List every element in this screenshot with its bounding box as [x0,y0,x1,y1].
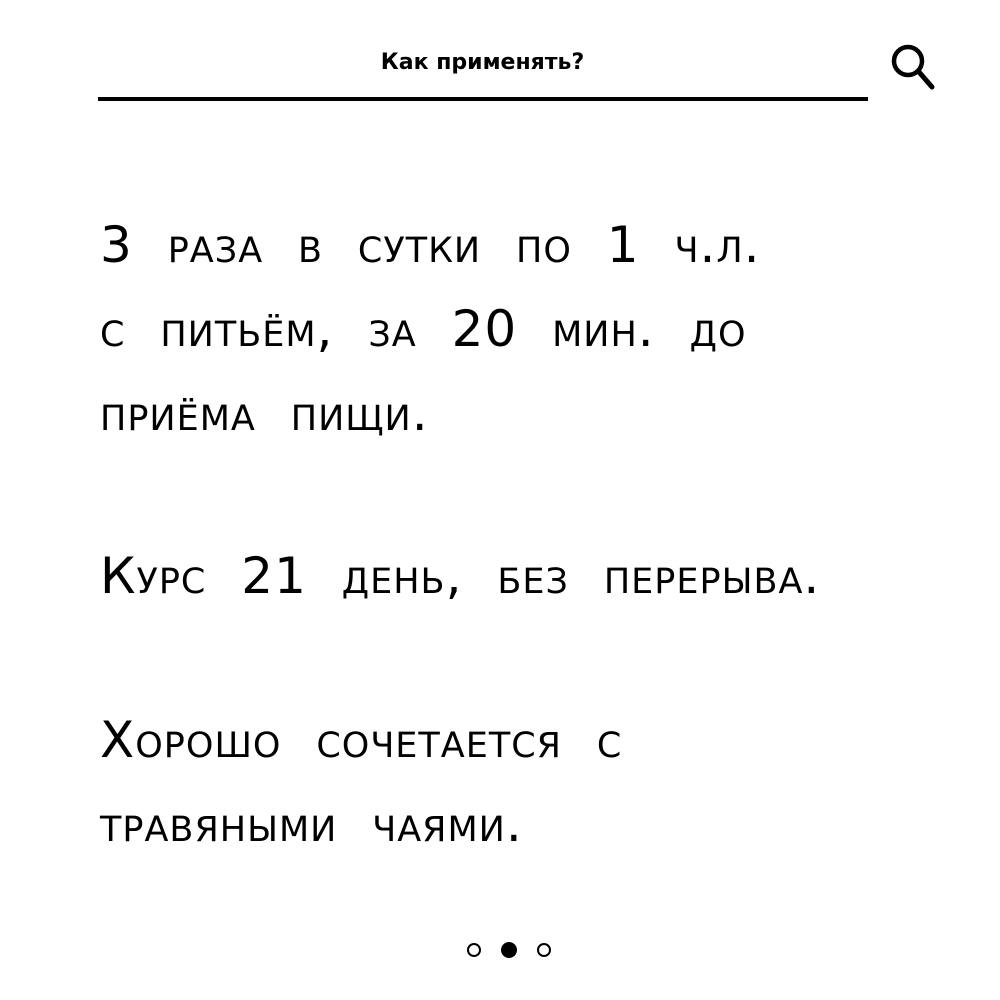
course-text: Курс 21 день, без перерыва. [100,547,821,605]
pager-dot-2-active[interactable] [501,942,517,958]
page-title: Как применять? [380,50,585,75]
search-icon-graphic [888,40,942,94]
pager-dot-1[interactable] [467,943,481,957]
slide-pager [463,938,563,962]
pager-dot-3[interactable] [537,943,551,957]
dosage-text: 3 раза в сутки по 1 ч.л. с питьём, за 20 мин. до приёма пищи. [100,216,761,442]
search-icon[interactable] [888,40,942,94]
combination-text: Хорошо сочетается с травяными чаями. [100,711,623,853]
header-divider [98,97,868,101]
